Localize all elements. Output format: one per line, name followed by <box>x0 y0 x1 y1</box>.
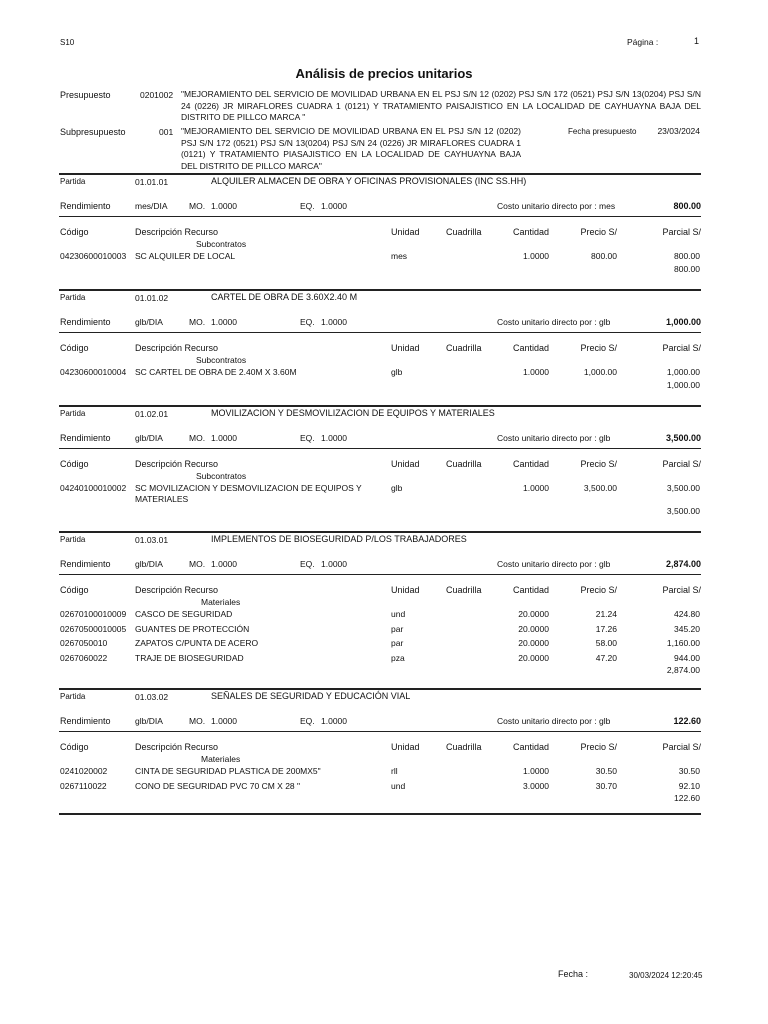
mo-label: MO. <box>189 317 206 327</box>
rendimiento-label: Rendimiento <box>60 317 111 327</box>
eq-label: EQ. <box>300 716 315 726</box>
costo-label: Costo unitario directo por : glb <box>497 559 611 569</box>
col-unidad: Unidad <box>391 742 420 752</box>
col-parcial: Parcial S/ <box>662 585 701 595</box>
item-cantidad: 1.0000 <box>523 766 549 776</box>
item-precio: 17.26 <box>595 623 617 634</box>
partida-name: CARTEL DE OBRA DE 3.60X2.40 M <box>211 292 358 302</box>
col-cuadrilla: Cuadrilla <box>446 742 482 752</box>
costo-label: Costo unitario directo por : glb <box>497 433 611 443</box>
rendimiento-border <box>59 574 701 575</box>
page-title: Análisis de precios unitarios <box>295 66 473 81</box>
col-descripcion: Descripción Recurso <box>135 459 219 469</box>
col-cantidad: Cantidad <box>512 343 549 353</box>
partida-top-border <box>59 289 701 291</box>
item-precio: 1,000.00 <box>583 367 617 377</box>
item-parcial: 800.00 <box>674 251 700 261</box>
subpresupuesto-text: "MEJORAMIENTO DEL SERVICIO DE MOVILIDAD URBANA EN EL PSJ S/N 12 (0202) PSJ S/N 172 (0521) PSJ S/N 13(0204) PSJ S/N 24 (0226) JR MIRAFLORES CUADRA 1 (0121) Y TRATAMIENTO PIASAJISTICO EN LA LOCALIDAD DE CAYHUAYNA BAJA DEL DISTRITO DE PILLCO MARCA" <box>181 126 521 171</box>
costo-label: Costo unitario directo por : mes <box>497 201 616 211</box>
group-label: Materiales <box>201 597 241 607</box>
col-unidad: Unidad <box>391 459 420 469</box>
item-codigo: 0241020002 <box>60 766 108 776</box>
partida-subtotal: 1,000.00 <box>666 379 700 390</box>
item-parcial: 1,000.00 <box>666 367 700 377</box>
item-descripcion: GUANTES DE PROTECCIÓN <box>135 623 250 634</box>
mo-value: 1.0000 <box>211 433 237 443</box>
rendimiento-unit: glb/DIA <box>135 716 163 726</box>
group-label: Subcontratos <box>196 355 247 365</box>
col-codigo: Código <box>60 459 89 469</box>
col-precio: Precio S/ <box>580 742 617 752</box>
item-unidad: par <box>391 623 404 634</box>
partida-top-border <box>59 531 701 533</box>
eq-label: EQ. <box>300 317 315 327</box>
col-codigo: Código <box>60 227 89 237</box>
item-codigo: 04240100010002 <box>60 483 127 493</box>
item-descripcion: CINTA DE SEGURIDAD PLASTICA DE 200MX5" <box>135 766 321 776</box>
col-cuadrilla: Cuadrilla <box>446 227 482 237</box>
item-unidad: glb <box>391 483 403 493</box>
item-precio: 30.70 <box>595 780 617 791</box>
item-precio: 3,500.00 <box>583 483 617 493</box>
col-cuadrilla: Cuadrilla <box>446 343 482 353</box>
col-descripcion: Descripción Recurso <box>135 343 219 353</box>
partida-subtotal: 800.00 <box>674 263 700 274</box>
item-cantidad: 20.0000 <box>518 652 549 663</box>
item-codigo: 04230600010004 <box>60 367 127 377</box>
partida-name: IMPLEMENTOS DE BIOSEGURIDAD P/LOS TRABAJADORES <box>211 534 467 544</box>
rendimiento-unit: glb/DIA <box>135 317 163 327</box>
partida-name: ALQUILER ALMACEN DE OBRA Y OFICINAS PROVISIONALES (INC SS.HH) <box>211 176 527 186</box>
partida-label: Partida <box>60 409 86 418</box>
col-codigo: Código <box>60 742 89 752</box>
rendimiento-label: Rendimiento <box>60 559 111 569</box>
item-parcial: 3,500.00 <box>666 483 700 493</box>
page-label: Página : <box>627 37 659 47</box>
item-codigo: 0267060022 <box>60 652 108 663</box>
item-cantidad: 3.0000 <box>523 780 549 791</box>
item-parcial: 944.00 <box>674 652 700 663</box>
col-cuadrilla: Cuadrilla <box>446 459 482 469</box>
rendimiento-border <box>59 448 701 449</box>
rendimiento-label: Rendimiento <box>60 201 111 211</box>
item-cantidad: 20.0000 <box>518 638 549 649</box>
footer-fecha: 30/03/2024 12:20:45 <box>629 971 703 980</box>
partida-subtotal: 3,500.00 <box>666 505 700 516</box>
item-unidad: par <box>391 638 404 649</box>
item-precio: 30.50 <box>595 766 617 776</box>
col-descripcion: Descripción Recurso <box>135 227 219 237</box>
item-descripcion: SC ALQUILER DE LOCAL <box>135 251 236 261</box>
col-parcial: Parcial S/ <box>662 227 701 237</box>
item-parcial: 345.20 <box>674 623 700 634</box>
presupuesto-code: 0201002 <box>140 90 174 100</box>
item-precio: 58.00 <box>595 638 617 649</box>
partida-subtotal: 122.60 <box>674 793 700 804</box>
mo-label: MO. <box>189 433 206 443</box>
subpresupuesto-code: 001 <box>159 127 174 137</box>
item-codigo: 02670100010009 <box>60 609 127 619</box>
partida-top-border <box>59 173 701 175</box>
rendimiento-label: Rendimiento <box>60 716 111 726</box>
col-cantidad: Cantidad <box>512 227 549 237</box>
col-codigo: Código <box>60 343 89 353</box>
item-descripcion: TRAJE DE BIOSEGURIDAD <box>135 652 244 663</box>
costo-value: 1,000.00 <box>665 317 701 327</box>
mo-value: 1.0000 <box>211 716 237 726</box>
costo-value: 122.60 <box>673 716 701 726</box>
col-codigo: Código <box>60 585 89 595</box>
report-code: S10 <box>60 38 75 47</box>
item-unidad: und <box>391 609 406 619</box>
item-precio: 21.24 <box>595 609 617 619</box>
col-precio: Precio S/ <box>580 585 617 595</box>
partidas-bottom-border <box>59 813 701 815</box>
costo-value: 800.00 <box>673 201 701 211</box>
col-precio: Precio S/ <box>580 343 617 353</box>
partida-label: Partida <box>60 293 86 302</box>
item-cantidad: 20.0000 <box>518 609 549 619</box>
partida-label: Partida <box>60 535 86 544</box>
subpresupuesto-label: Subpresupuesto <box>60 127 126 137</box>
item-parcial: 1,160.00 <box>666 638 700 649</box>
group-label: Materiales <box>201 754 241 764</box>
item-parcial: 92.10 <box>678 780 700 791</box>
mo-label: MO. <box>189 559 206 569</box>
eq-value: 1.0000 <box>321 559 347 569</box>
eq-value: 1.0000 <box>321 433 347 443</box>
partida-code: 01.01.02 <box>135 293 169 303</box>
item-codigo: 0267110022 <box>60 780 107 791</box>
partida-name: SEÑALES DE SEGURIDAD Y EDUCACIÓN VIAL <box>211 691 411 701</box>
group-label: Subcontratos <box>196 239 247 249</box>
costo-label: Costo unitario directo por : glb <box>497 317 611 327</box>
item-unidad: pza <box>391 652 405 663</box>
col-precio: Precio S/ <box>580 227 617 237</box>
partida-code: 01.03.01 <box>135 535 169 545</box>
col-unidad: Unidad <box>391 227 420 237</box>
item-parcial: 424.80 <box>674 609 700 619</box>
mo-value: 1.0000 <box>211 559 237 569</box>
item-unidad: glb <box>391 367 403 377</box>
col-descripcion: Descripción Recurso <box>135 585 219 595</box>
item-unidad: und <box>391 780 406 791</box>
col-cuadrilla: Cuadrilla <box>446 585 482 595</box>
item-descripcion: CONO DE SEGURIDAD PVC 70 CM X 28 " <box>135 780 301 791</box>
eq-value: 1.0000 <box>321 317 347 327</box>
rendimiento-border <box>59 216 701 217</box>
partida-code: 01.01.01 <box>135 177 169 187</box>
rendimiento-label: Rendimiento <box>60 433 111 443</box>
presupuesto-text: "MEJORAMIENTO DEL SERVICIO DE MOVILIDAD URBANA EN EL PSJ S/N 12 (0202) PSJ S/N 172 (0521) PSJ S/N 13(0204) PSJ S/N 24 (0226) JR MIRAFLORES CUADRA 1 (0121) Y TRATAMIENTO PAISAJISTICO EN LA LOCALIDAD DE CAYHUAYNA BAJA DEL DISTRITO DE PILLCO MARCA " <box>181 89 701 122</box>
col-unidad: Unidad <box>391 585 420 595</box>
item-descripcion: CASCO DE SEGURIDAD <box>135 609 233 619</box>
col-cantidad: Cantidad <box>512 459 549 469</box>
col-parcial: Parcial S/ <box>662 742 701 752</box>
item-parcial: 30.50 <box>678 766 700 776</box>
rendimiento-unit: glb/DIA <box>135 559 163 569</box>
costo-value: 3,500.00 <box>665 433 701 443</box>
item-unidad: mes <box>391 251 408 261</box>
eq-label: EQ. <box>300 201 315 211</box>
partida-label: Partida <box>60 177 86 186</box>
item-cantidad: 20.0000 <box>518 623 549 634</box>
group-label: Subcontratos <box>196 471 247 481</box>
partida-top-border <box>59 688 701 690</box>
eq-value: 1.0000 <box>321 716 347 726</box>
costo-value: 2,874.00 <box>665 559 701 569</box>
page-number: 1 <box>694 36 700 46</box>
partida-label: Partida <box>60 692 86 701</box>
presupuesto-label: Presupuesto <box>60 90 111 100</box>
rendimiento-border <box>59 332 701 333</box>
rendimiento-unit: mes/DIA <box>135 201 168 211</box>
rendimiento-border <box>59 731 701 732</box>
item-codigo: 02670500010005 <box>60 623 127 634</box>
rendimiento-unit: glb/DIA <box>135 433 163 443</box>
item-descripcion: SC MOVILIZACION Y DESMOVILIZACION DE EQUIPOS Y MATERIALES <box>135 483 362 504</box>
partida-top-border <box>59 405 701 407</box>
col-cantidad: Cantidad <box>512 742 549 752</box>
eq-label: EQ. <box>300 433 315 443</box>
eq-label: EQ. <box>300 559 315 569</box>
partida-subtotal: 2,874.00 <box>666 665 700 676</box>
col-cantidad: Cantidad <box>512 585 549 595</box>
eq-value: 1.0000 <box>321 201 347 211</box>
partida-code: 01.03.02 <box>135 692 169 702</box>
mo-value: 1.0000 <box>211 201 237 211</box>
item-cantidad: 1.0000 <box>523 483 549 493</box>
item-cantidad: 1.0000 <box>523 367 549 377</box>
partida-code: 01.02.01 <box>135 409 169 419</box>
item-codigo: 0267050010 <box>60 638 108 649</box>
mo-label: MO. <box>189 716 206 726</box>
fecha-presupuesto: 23/03/2024 <box>657 126 700 136</box>
footer-fecha-label: Fecha : <box>558 969 589 979</box>
col-parcial: Parcial S/ <box>662 343 701 353</box>
col-unidad: Unidad <box>391 343 420 353</box>
item-precio: 47.20 <box>595 652 617 663</box>
mo-value: 1.0000 <box>211 317 237 327</box>
fecha-presupuesto-label: Fecha presupuesto <box>568 127 637 136</box>
item-cantidad: 1.0000 <box>523 251 549 261</box>
costo-label: Costo unitario directo por : glb <box>497 716 611 726</box>
mo-label: MO. <box>189 201 206 211</box>
item-precio: 800.00 <box>591 251 617 261</box>
col-precio: Precio S/ <box>580 459 617 469</box>
col-parcial: Parcial S/ <box>662 459 701 469</box>
item-unidad: rll <box>391 766 398 776</box>
partida-name: MOVILIZACION Y DESMOVILIZACION DE EQUIPOS Y MATERIALES <box>211 408 495 418</box>
item-descripcion: SC CARTEL DE OBRA DE 2.40M X 3.60M <box>135 367 297 377</box>
item-descripcion: ZAPATOS C/PUNTA DE ACERO <box>135 638 259 649</box>
col-descripcion: Descripción Recurso <box>135 742 219 752</box>
item-codigo: 04230600010003 <box>60 251 127 261</box>
